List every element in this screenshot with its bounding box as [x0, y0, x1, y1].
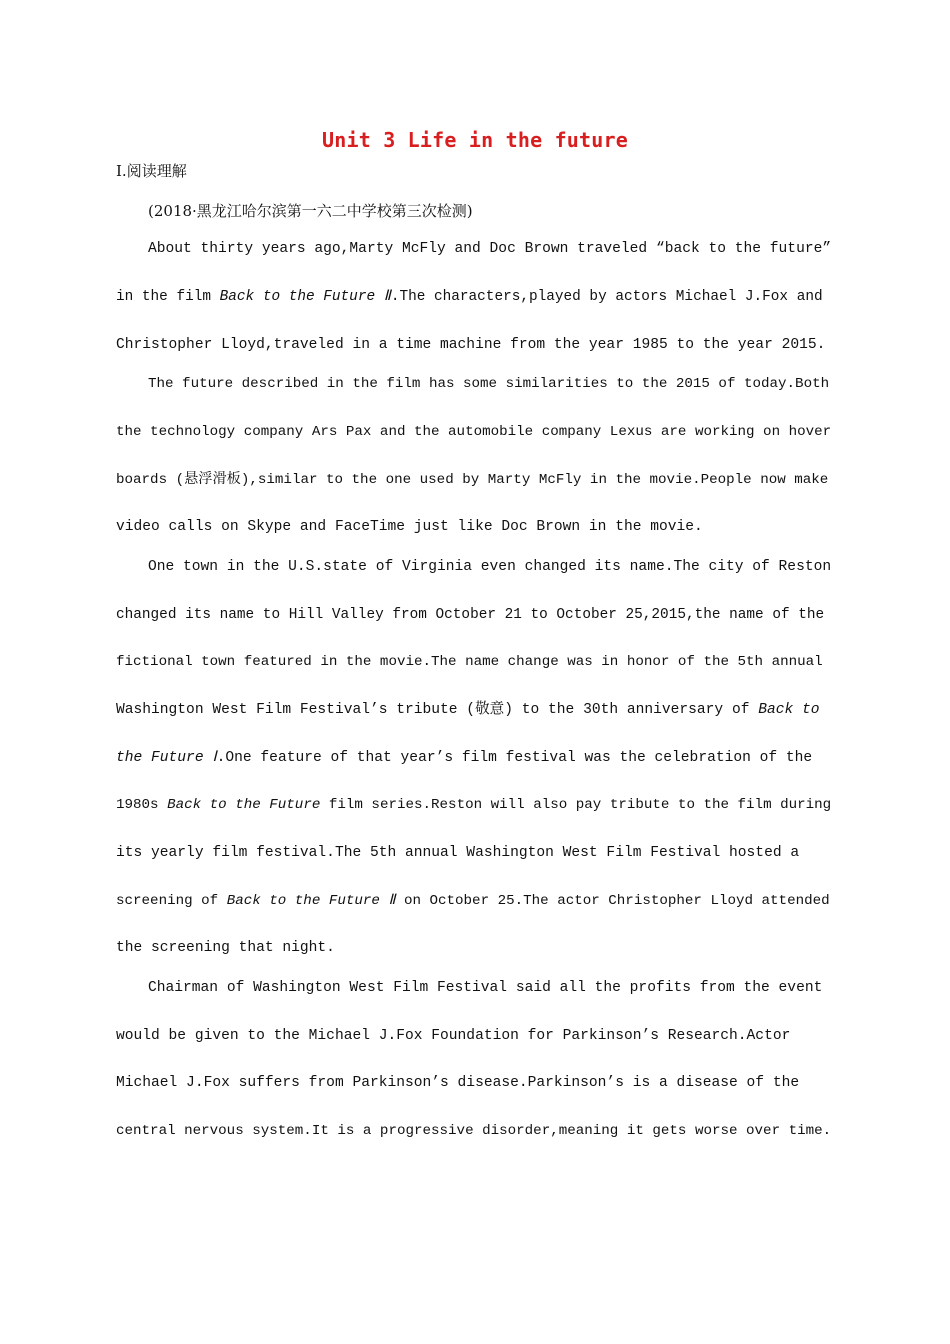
passage-line: would be given to the Michael J.Fox Foundation for Parkinson’s Research.Actor	[116, 1028, 791, 1044]
passage-source: (2018·黑龙江哈尔滨第一六二中学校第三次检测)	[148, 202, 473, 220]
passage-line: boards (悬浮滑板),similar to the one used by Marty McFly in the movie.People now make	[116, 472, 829, 488]
passage-line: Washington West Film Festival’s tribute (敬意) to the 30th anniversary of Back to	[116, 702, 820, 718]
passage-line: the technology company Ars Pax and the automobile company Lexus are working on hover	[116, 424, 832, 440]
film-title: the Future Ⅰ	[116, 750, 217, 766]
passage-line: 1980s Back to the Future film series.Reston will also pay tribute to the film during	[116, 797, 832, 813]
passage-line: screening of Back to the Future Ⅱ on October 25.The actor Christopher Lloyd attended	[116, 893, 830, 909]
document-title: Unit 3 Life in the future	[321, 128, 629, 152]
section-heading: Ⅰ.阅读理解	[116, 162, 187, 180]
passage-line: changed its name to Hill Valley from October 21 to October 25,2015,the name of the	[116, 607, 825, 623]
passage-line: fictional town featured in the movie.The name change was in honor of the 5th annual	[116, 654, 823, 670]
passage-line: Chairman of Washington West Film Festival said all the profits from the event	[148, 980, 823, 996]
passage-line: The future described in the film has some similarities to the 2015 of today.Both	[148, 376, 830, 392]
film-title: Back to the Future Ⅱ	[219, 289, 391, 305]
passage-line: About thirty years ago,Marty McFly and Doc Brown traveled “back to the future”	[148, 241, 832, 257]
film-title: Back to the Future Ⅱ	[226, 893, 396, 909]
passage-line: the screening that night.	[116, 940, 335, 956]
passage-line: the Future Ⅰ.One feature of that year’s film festival was the celebration of the	[116, 750, 813, 766]
passage-line: in the film Back to the Future Ⅱ.The characters,played by actors Michael J.Fox and	[116, 289, 823, 305]
film-title: Back to the Future	[167, 797, 321, 813]
passage-line: Michael J.Fox suffers from Parkinson’s disease.Parkinson’s is a disease of the	[116, 1075, 800, 1091]
passage-line: its yearly film festival.The 5th annual Washington West Film Festival hosted a	[116, 845, 800, 861]
film-title: Back to	[758, 702, 820, 718]
passage-line: Christopher Lloyd,traveled in a time machine from the year 1985 to the year 2015.	[116, 337, 826, 353]
passage-line: central nervous system.It is a progressive disorder,meaning it gets worse over time.	[116, 1123, 832, 1139]
passage-line: One town in the U.S.state of Virginia even changed its name.The city of Reston	[148, 559, 832, 575]
passage-line: video calls on Skype and FaceTime just like Doc Brown in the movie.	[116, 519, 703, 535]
